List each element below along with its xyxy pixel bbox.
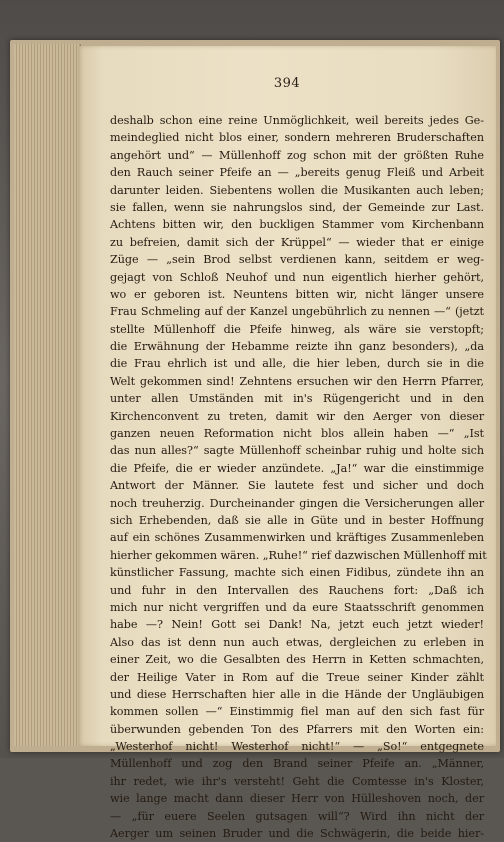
text-line: habe —? Nein! Gott sei Dank! Na, jetzt euch jetzt wieder!	[110, 618, 484, 632]
text-line: meindeglied nicht blos einer, sondern mehreren Bruderschaften	[110, 131, 484, 145]
text-line: Müllenhoff und zog den Brand seiner Pfeife an. „Männer,	[110, 757, 484, 771]
text-line: gejagt von Schloß Neuhof und nun eigentlich hierher gehört,	[110, 270, 484, 284]
text-line: stellte Müllenhoff die Pfeife hinweg, als wäre sie verstopft;	[110, 322, 484, 336]
text-line: darunter leiden. Siebentens wollen die Musikanten auch leben;	[110, 183, 484, 197]
text-line: Achtens bitten wir, den buckligen Stammer vom Kirchenbann	[110, 218, 484, 232]
text-line: das nun alles?“ sagte Müllenhoff scheinbar ruhig und holte sich	[110, 444, 484, 458]
text-line: Züge — „sein Brod selbst verdienen kann, seitdem er weg-	[110, 253, 484, 267]
body-text	[110, 112, 487, 842]
text-line: überwunden gebenden Ton des Pfarrers mit den Worten ein:	[110, 722, 484, 736]
text-line: hierher gekommen wären. „Ruhe!“ rief dazwischen Müllenhoff mit	[110, 548, 487, 562]
text-line: sie fallen, wenn sie nahrungslos sind, der Gemeinde zur Last.	[110, 200, 484, 214]
text-line: und fuhr in den Intervallen des Rauchens fort: „Daß ich	[110, 583, 484, 597]
text-line: auf ein schönes Zusammenwirken und kräftiges Zusammenleben	[110, 531, 484, 545]
text-line: die Frau ehrlich ist und alle, die hier leben, durch sie in die	[110, 357, 484, 371]
text-line: einer Zeit, wo die Gesalbten des Herrn in Ketten schmachten,	[110, 653, 484, 667]
text-line: Also das ist denn nun auch etwas, dergleichen zu erleben in	[110, 635, 484, 649]
text-line: der Heilige Vater in Rom auf die Treue seiner Kinder zählt	[110, 670, 484, 684]
text-line: Aerger um seinen Bruder und die Schwägerin, die beide hier-	[110, 827, 484, 841]
text-line: ihr redet, wie ihr's versteht! Geht die Comtesse in's Kloster,	[110, 774, 484, 788]
text-line: Frau Schmeling auf der Kanzel ungebührlich zu nennen —“ (jetzt	[110, 305, 484, 319]
text-line: ganzen neuen Reformation nicht blos allein haben —“ „Ist	[110, 427, 484, 441]
text-line: kommen sollen —“ Einstimmig fiel man auf den sich fast für	[110, 705, 484, 719]
text-line: die Pfeife, die er wieder anzündete. „Ja!“ war die einstimmige	[110, 461, 484, 475]
text-line: zu befreien, damit sich der Krüppel“ — wieder that er einige	[110, 235, 484, 249]
text-line: Antwort der Männer. Sie lautete fest und sicher und doch	[110, 479, 484, 493]
text-line: Welt gekommen sind! Zehntens ersuchen wir den Herrn Pfarrer,	[110, 374, 484, 388]
text-line: deshalb schon eine reine Unmöglichkeit, weil bereits jedes Ge-	[110, 114, 484, 127]
text-line: künstlicher Fassung, machte sich einen Fidibus, zündete ihn an	[110, 566, 484, 580]
text-line: „Westerhof nicht! Westerhof nicht!“ — „So!“ entgegnete	[110, 740, 484, 754]
page-number: 394	[273, 76, 301, 91]
page-edges	[14, 44, 81, 746]
text-line: und diese Herrschaften hier alle in die Hände der Ungläubigen	[110, 687, 484, 701]
text-line: wo er geboren ist. Neuntens bitten wir, nicht länger unsere	[110, 287, 484, 301]
text-line: noch treuherzig. Durcheinander gingen die Versicherungen aller	[110, 496, 484, 510]
book-page	[78, 46, 496, 841]
text-line: unter allen Umständen mit in's Rügengericht und in den	[110, 392, 484, 406]
text-line: — „für euere Seelen gutsagen will“? Wird ihn nicht der	[110, 809, 484, 823]
text-line: sich Erhebenden, daß sie alle in Güte und in bester Hoffnung	[110, 513, 484, 527]
text-line: den Rauch seiner Pfeife an — „bereits genug Fleiß und Arbeit	[110, 166, 484, 180]
text-line: angehört und“ — Müllenhoff zog schon mit der größten Ruhe	[110, 148, 484, 162]
text-line: wie lange macht dann dieser Herr von Hülleshoven noch, der	[110, 792, 484, 806]
text-line: Kirchenconvent zu treten, damit wir den Aerger von dieser	[110, 409, 484, 423]
text-line: die Erwähnung der Hebamme reizte ihn ganz besonders), „da	[110, 340, 484, 354]
text-line: mich nur nicht vergriffen und da eure Staatsschrift genommen	[110, 600, 484, 614]
